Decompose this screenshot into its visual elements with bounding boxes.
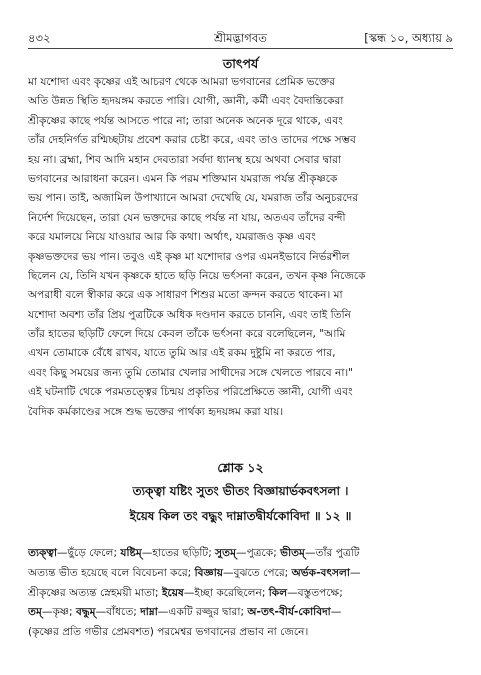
synonym-meaning: (কৃষ্ণের প্রতি গভীর প্রেমবশত) পরমেশ্বর ভগবানের প্রভাব না জেনে। [28,626,309,639]
purport-line: ভয় পান। তাই, অজামিল উপাখ্যানে আমরা দেখেছি যে, যমরাজ তাঁর অনুচরদের [28,192,359,205]
purport-line: বৈদিক কর্মকাণ্ডের সঙ্গে শুদ্ধ ভক্তের পার্থক্য হৃদয়ঙ্গম করা যায়। [28,405,284,418]
purport-line: ছিলেন যে, তিনি যখন কৃষ্ণকে হাতে ছড়ি নিয়ে ভর্ৎসনা করেন, তখন কৃষ্ণ নিজেকে [28,269,366,282]
purport-line: শ্রীকৃষ্ণের কাছে পর্যন্ত আসতে পারে না; তারা অনেক অনেক দূরে থাকে, এবং [28,114,343,127]
verse-line-2: ইয়েষ কিল তং বদ্ধুং দাম্নাতদ্বীর্যকোবিদা ॥ ১২ ॥ [129,509,352,523]
synonym-line [28,623,456,643]
purport-line: অতি উন্নত স্থিতি হৃদয়ঙ্গম করতে পারি। যোগী, জ্ঞানী, কর্মী এবং বৈদান্তিকেরা [28,95,344,108]
synonym-term: অ-তৎ-বীর্য-কোবিদা [247,606,331,619]
synonym-meaning: —তাঁর পুত্রটি [304,547,360,559]
synonym-term: বিজ্ঞায় [194,566,224,579]
synonym-term: ইয়েষ [161,586,184,599]
synonym-meaning: —একটি রজ্জুর দ্বারা; [157,606,248,619]
purport-line: কৃষ্ণভক্তদের ভয় পান। তবুও এই কৃষ্ণ মা যশোদার ওপর এমনইভাবে নির্ভরশীল [28,250,350,263]
purport-line: ভগবানের আরাধনা করেন। এমন কি পরম শক্তিমান যমরাজ পর্যন্ত শ্রীকৃষ্ণকে [28,172,338,185]
synonym-line [28,603,456,623]
synonym-meaning: — [330,606,342,619]
synonym-meaning: —ছুঁড়ে ফেলে; [57,547,121,559]
chapter-reference: [স্কন্ধ ১০, অধ্যায় ৯ [364,31,453,45]
purport-line: এখন তোমাকে বেঁধে রাখব, যাতে তুমি আর এই রকম দুষ্টুমি না করতে পার, [28,347,336,360]
book-title: শ্রীমদ্ভাগবত [214,31,267,45]
synonym-line [28,564,456,584]
synonym-meaning: —পুত্রকে; [235,547,281,559]
purport-line: এবং কিছু সময়ের জন্য তুমি তোমার খেলার সাথীদের সঙ্গে খেলতে পারবে না।" [28,366,354,379]
synonym-term: অর্ভক-বৎসলা [291,566,351,579]
purport-line: তাঁর দেহনির্গত রশ্মিচ্ছটায় প্রবেশ করার চেষ্টা করে, এবং তাও তাদের পক্ষে সম্ভব [28,134,356,147]
purport-line: মা যশোদা এবং কৃষ্ণের এই আচরণ থেকে আমরা ভগবানের প্রেমিক ভক্তের [28,76,336,88]
synonym-term: যষ্টিম্ [120,547,142,559]
synonym-term: ত্যক্ত্বা [28,547,58,559]
header-rule [28,48,453,49]
synonym-term: দাম্না [140,606,158,619]
synonym-meaning: —কৃষ্ণ; [41,606,76,619]
purport-heading: তাৎপর্য [222,56,259,71]
synonym-meaning: শ্রীকৃষ্ণের অত্যন্ত স্নেহময়ী মাতা; [28,586,162,599]
page-number: ৪৩২ [28,31,51,45]
synonym-meaning: —বস্তুতপক্ষে; [287,586,343,599]
synonym-line [28,544,456,564]
synonym-line [28,584,456,604]
purport-line: নির্দেশ দিয়েছেন, তারা যেন ভক্তদের কাছে পর্যন্ত না যায়, অতএব তাঁদের বন্দী [28,211,346,224]
purport-line: যশোদা অবশ্য তাঁর প্রিয় পুত্রটিকে অধিক দণ্ডদান করতে চাননি, এবং তাই তিনি [28,308,351,321]
purport-line: হয় না। ব্রহ্মা, শিব আদি মহান দেবতারা সর্বদা ধ্যানস্থ হয়ে অথবা সেবার দ্বারা [28,153,342,166]
verse-heading: শ্লোক ১২ [217,460,264,475]
synonym-term: বদ্ধুম্ [76,606,96,619]
synonym-meaning: —বুঝতে পেরে; [223,566,292,579]
synonym-term: তম্ [28,606,42,619]
synonym-term: কিল [268,586,288,599]
purport-body [28,73,453,422]
synonym-meaning: — [350,566,361,579]
synonym-meaning: —বাঁধতে; [95,606,141,619]
synonyms-body [28,544,456,643]
running-header [28,30,453,46]
purport-line: এই ঘটনাটি থেকে পরমতত্ত্বের চিন্ময় প্রকৃতির পরিপ্রেক্ষিতে জ্ঞানী, যোগী এবং [28,386,353,399]
synonym-meaning: —হাতের ছড়িটি; [141,547,216,559]
purport-line: অপরাধী বলে স্বীকার করে এক সাধারণ শিশুর মতো ক্রন্দন করতে থাকেন। মা [28,289,343,302]
purport-line: তাঁর হাতের ছড়িটি ফেলে দিয়ে কেবল তাঁকে ভর্ৎসনা করে বলেছিলেন, "আমি [28,328,346,341]
synonym-term: ভীতম্ [280,547,305,559]
synonym-term: সুতম্ [215,547,236,559]
verse-line-1: ত্যক্ত্বা যষ্টিং সুতং ভীতং বিজ্ঞায়ার্ভকবৎসলা । [132,484,349,498]
synonym-meaning: অত্যন্ত ভীত হয়েছে বলে বিবেচনা করে; [28,566,195,579]
purport-line: করে যমালয়ে নিয়ে যাওয়ার আর কি কথা। অর্থাৎ, যমরাজও কৃষ্ণ এবং [28,231,316,244]
synonym-meaning: —ইচ্ছা করেছিলেন; [183,586,269,599]
